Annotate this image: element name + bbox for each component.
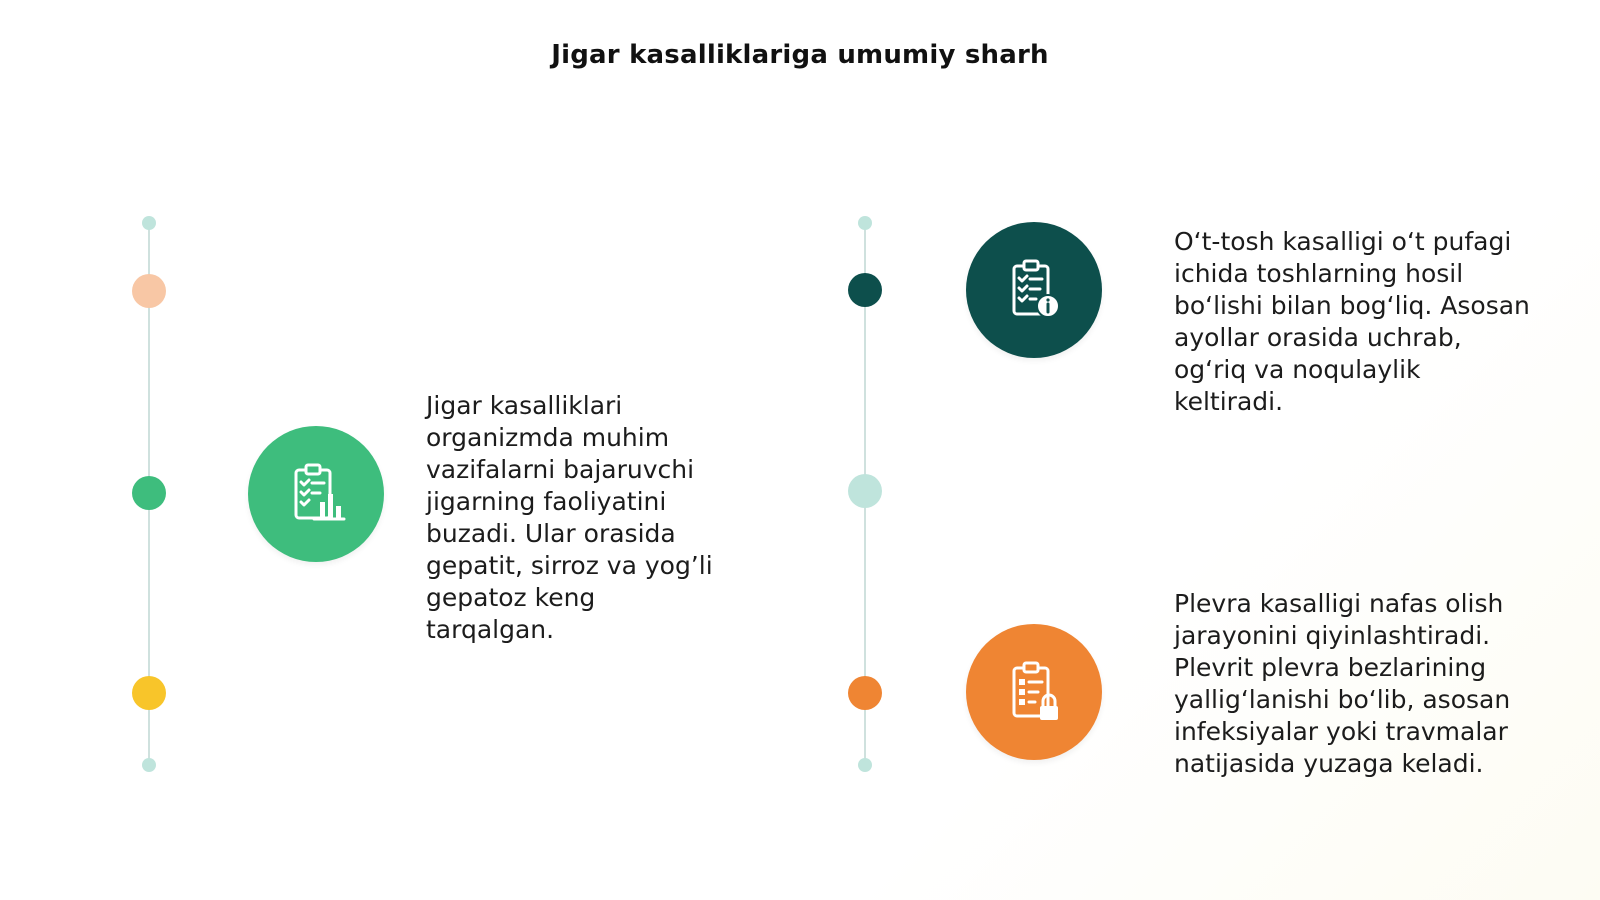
- timeline-end-dot: [858, 758, 872, 772]
- timeline-dot-peach: [132, 274, 166, 308]
- page-title: Jigar kasalliklariga umumiy sharh: [551, 40, 1049, 70]
- timeline-end-dot: [142, 216, 156, 230]
- timeline-dot-mint: [848, 474, 882, 508]
- timeline-dot-dark-teal: [848, 273, 882, 307]
- item-description: O‘t-tosh kasalligi o‘t pufagi ichida toshlarning hosil bo‘lishi bilan bog‘liq. Asosan ayollar orasida uchrab, og‘riq va noqulaylik keltiradi.: [1174, 227, 1530, 416]
- timeline-end-dot: [858, 216, 872, 230]
- item-description: Plevra kasalligi nafas olish jarayonini qiyinlashtiradi. Plevrit plevra bezlarining yallig‘lanishi bo‘lib, asosan infeksiyalar yoki travmalar natijasida yuzaga keladi.: [1174, 589, 1511, 778]
- clipboard-info-icon: [966, 222, 1102, 358]
- timeline-dot-yellow: [132, 676, 166, 710]
- timeline-end-dot: [142, 758, 156, 772]
- item-description: Jigar kasalliklari organizmda muhim vazifalarni bajaruvchi jigarning faoliyatini buzadi. Ular orasida gepatit, sirroz va yog’li gepatoz keng tarqalgan.: [426, 391, 713, 644]
- clipboard-chart-icon: [248, 426, 384, 562]
- clipboard-lock-icon: [966, 624, 1102, 760]
- timeline-dot-green: [132, 476, 166, 510]
- timeline-dot-orange: [848, 676, 882, 710]
